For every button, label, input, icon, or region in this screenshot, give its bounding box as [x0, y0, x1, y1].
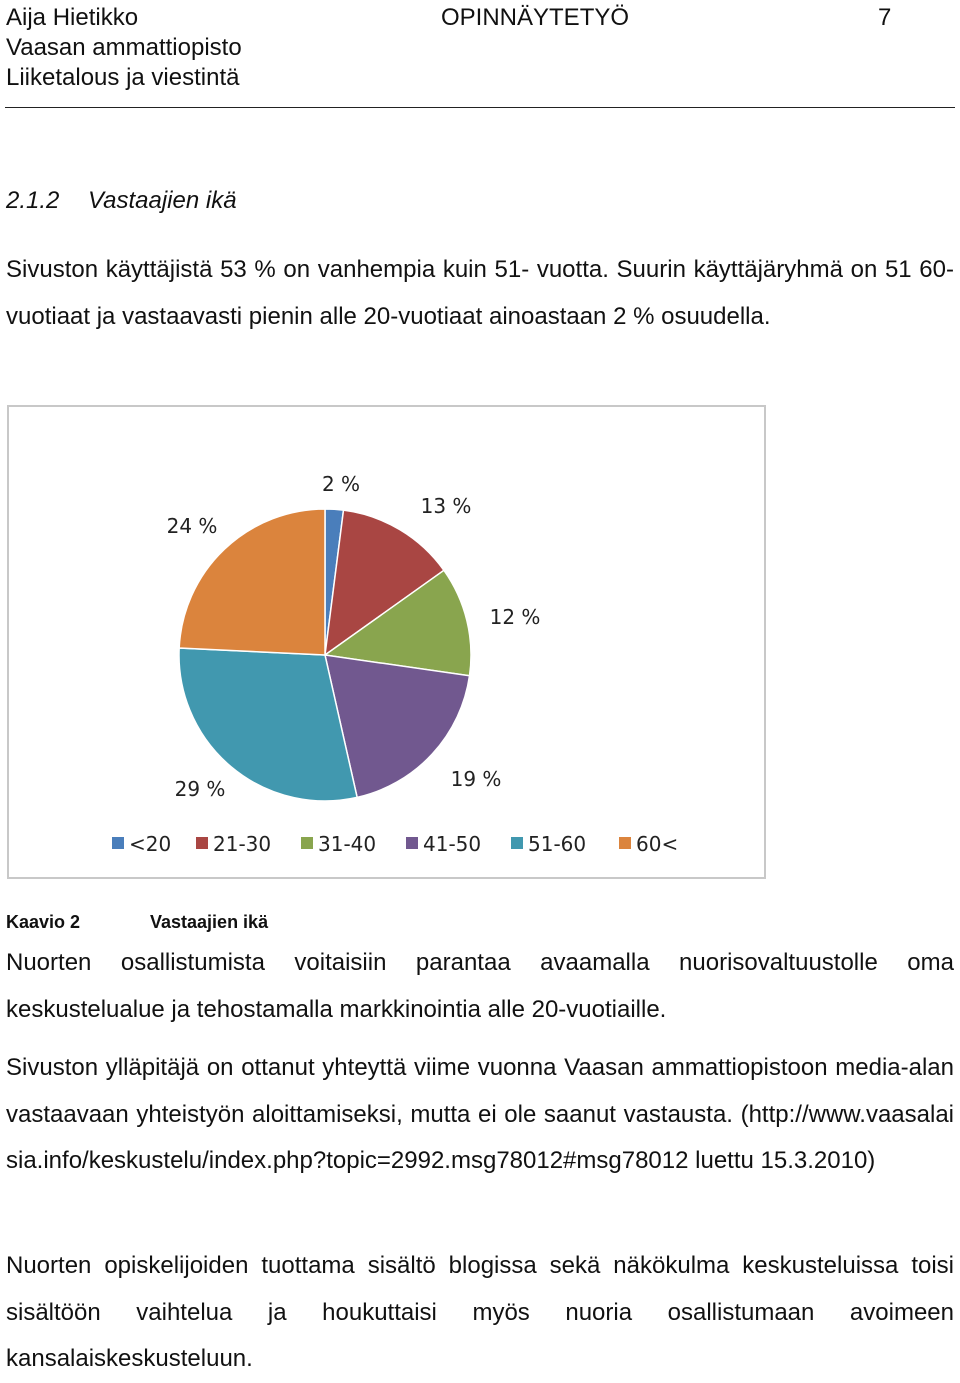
header-page-number: 7 [878, 4, 892, 31]
legend-item-51-60 [511, 832, 586, 856]
caption-text: Vastaajien ikä [150, 912, 269, 932]
header-author: Aija Hietikko [6, 4, 139, 31]
legend-item-60< [619, 832, 678, 856]
paragraph-student-content: Nuorten opiskelijoiden tuottama sisältö blogissa sekä näkökulma keskusteluissa toisi sisältöön vaihtelua ja houkuttaisi myös nuoria osallistumaan avoimeen kansalaiskeskusteluun. [6, 1252, 954, 1372]
legend-swatch-41-50 [406, 837, 418, 849]
legend-label-31-40: 31-40 [318, 832, 377, 856]
legend-label-60<: 60< [636, 832, 679, 856]
intro-paragraph: Sivuston käyttäjistä 53 % on vanhempia kuin 51- vuotta. Suurin käyttäjäryhmä on 51 60-vuotiaat ja vastaavasti pienin alle 20-vuotiaat ainoastaan 2 % osuudella. [6, 256, 954, 330]
legend-label-41-50: 41-50 [423, 832, 482, 856]
data-label-60<: 24 % [166, 514, 218, 538]
legend-swatch-31-40 [301, 837, 313, 849]
legend-swatch-<20 [112, 837, 124, 849]
data-label-41-50: 19 % [450, 767, 502, 791]
data-label-51-60: 29 % [174, 777, 226, 801]
data-label-31-40: 12 % [489, 605, 541, 629]
legend-item-31-40 [301, 832, 376, 856]
legend-label-51-60: 51-60 [528, 832, 587, 856]
legend-item-41-50 [406, 832, 481, 856]
data-label-21-30: 13 % [420, 494, 472, 518]
legend-item-<20 [112, 832, 171, 856]
paragraph-youth-participation: Nuorten osallistumista voitaisiin parantaa avaamalla nuorisovaltuustolle oma keskustelualue ja tehostamalla markkinointia alle 20-vuotiaille. [6, 949, 954, 1023]
pie-chart [7, 405, 766, 879]
legend-label-21-30: 21-30 [213, 832, 272, 856]
header-school: Vaasan ammattiopisto [6, 34, 242, 61]
header-department: Liiketalous ja viestintä [6, 64, 240, 91]
data-label-<20: 2 % [321, 472, 361, 496]
legend-swatch-51-60 [511, 837, 523, 849]
header-doc-type: OPINNÄYTETYÖ [441, 4, 630, 31]
section-heading [6, 185, 237, 217]
source-url: (http://www.vaasalaisia.info/keskustelu/index.php?topic=2992.msg78012#msg78012 luettu 15.3.2010) [6, 1100, 954, 1174]
paragraph-maintainer-contact: Sivuston ylläpitäjä on ottanut yhteyttä viime vuonna Vaasan ammattiopistoon media-alan vastaavaan yhteistyön aloittamiseksi, mutta ei ole saanut vastausta. (http://www.vaasalaisia.info/keskustelu/index.php?topic=2992.msg78012#msg78012 luettu 15.3.2010) [6, 1054, 954, 1174]
legend-label-<20: <20 [129, 832, 172, 856]
pie-chart-svg [9, 407, 764, 877]
legend-item-21-30 [196, 832, 271, 856]
caption-number: Kaavio 2 [6, 912, 81, 932]
header-divider [5, 107, 955, 108]
legend-swatch-60< [619, 837, 631, 849]
legend-swatch-21-30 [196, 837, 208, 849]
section-title: Vastaajien ikä [88, 187, 237, 214]
section-number: 2.1.2 [6, 187, 60, 214]
